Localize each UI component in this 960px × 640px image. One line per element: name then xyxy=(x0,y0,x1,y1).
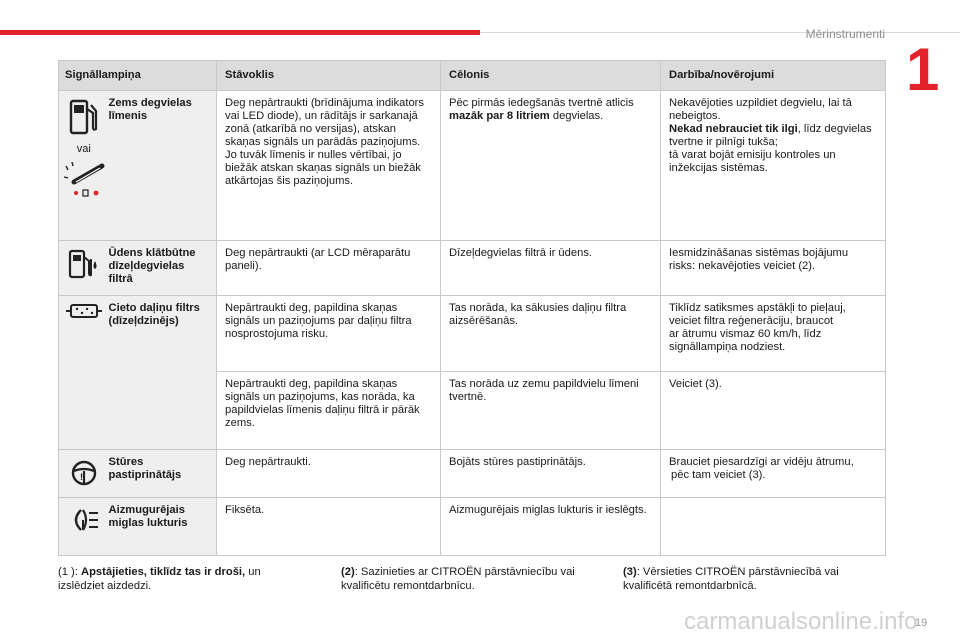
signal-name: Cieto daļiņu filtrs (dīzeļdzinējs) xyxy=(109,296,217,450)
action-text: , līdz degvielas tvertne ir pilnīgi tukša; xyxy=(669,123,872,148)
action-cell xyxy=(661,498,886,556)
action-text: Tiklīdz satiksmes apstākļi to pieļauj, veiciet filtra reģenerāciju, braucot xyxy=(669,302,846,327)
svg-text:!: ! xyxy=(79,472,83,482)
signal-name: Zems degvielas līmenis xyxy=(109,91,217,241)
section-title: Mērinstrumenti xyxy=(805,27,885,41)
chapter-number: 1 xyxy=(906,36,940,103)
footnote-text: : Sazinieties ar CITROËN pārstāvniecību vai kvalificētu remontdarbnīcu. xyxy=(341,566,575,592)
header-accent-bar xyxy=(0,30,480,35)
column-header-cause: Cēlonis xyxy=(441,61,661,91)
footnote-2 xyxy=(341,565,606,593)
footnote-text: un izslēdziet aizdedzi. xyxy=(58,566,261,592)
state-cell xyxy=(217,91,441,241)
signal-name: Stūres pastiprinātājs xyxy=(109,450,217,498)
state-text: Deg nepārtraukti (brīdinājuma indikators vai LED diode), un rādītājs ir sarkanajā zonā (atkarībā no versijas), atskan skaņas signāls un parādās paziņojums. xyxy=(225,97,424,148)
footnote-1 xyxy=(58,565,308,593)
particle-filter-icon xyxy=(65,302,103,320)
rear-fog-lamp-icon xyxy=(67,504,101,536)
column-header-action: Darbība/novērojumi xyxy=(661,61,886,91)
action-text: pēc tam veiciet (3). xyxy=(671,469,766,481)
action-emphasis: Nekad nebrauciet tik ilgi xyxy=(669,123,798,135)
action-cell xyxy=(661,450,886,498)
cause-cell xyxy=(441,91,661,241)
table-row xyxy=(59,296,886,372)
state-cell: Deg nepārtraukti (ar LCD mēraparātu paneli). xyxy=(217,241,441,296)
state-cell: Nepārtraukti deg, papildina skaņas signāls un paziņojums, kas norāda, ka papildvielas līmenis daļiņu filtrā ir pārāk zems. xyxy=(217,372,441,450)
signal-name: Aizmugurējais miglas lukturis xyxy=(109,498,217,556)
footnote-emphasis: Apstājieties, tiklīdz tas ir droši, xyxy=(81,566,246,578)
signal-icon-cell xyxy=(59,450,109,498)
footnote-ref: (1 ): xyxy=(58,566,81,578)
cause-cell: Dīzeļdegvielas filtrā ir ūdens. xyxy=(441,241,661,296)
signal-icon-cell xyxy=(59,296,109,450)
action-text: ar ātrumu vismaz 60 km/h, līdz signāllampiņa nodziest. xyxy=(669,328,822,353)
cause-cell: Tas norāda, ka sākusies daļiņu filtra aizsērēšanās. xyxy=(441,296,661,372)
action-cell xyxy=(661,91,886,241)
state-cell: Nepārtraukti deg, papildina skaņas signāls un paziņojums par daļiņu filtra nosprostojuma risku. xyxy=(217,296,441,372)
table-row xyxy=(59,241,886,296)
signal-icon-cell xyxy=(59,241,109,296)
action-text: Brauciet piesardzīgi ar vidēju ātrumu, xyxy=(669,456,854,468)
fuel-pump-icon xyxy=(67,97,101,137)
cause-text: degvielas. xyxy=(549,110,604,122)
table-row xyxy=(59,91,886,241)
action-text: tā varat bojāt emisiju kontroles un inžekcijas sistēmas. xyxy=(669,149,836,174)
header-rule xyxy=(480,32,960,33)
water-in-fuel-icon xyxy=(67,247,101,281)
column-header-state: Stāvoklis xyxy=(217,61,441,91)
action-cell xyxy=(661,296,886,372)
column-header-signal: Signāllampiņa xyxy=(59,61,217,91)
cause-text: Pēc pirmās iedegšanās tvertnē atlicis xyxy=(449,97,634,109)
table-row xyxy=(59,498,886,556)
signal-icon-cell xyxy=(59,91,109,241)
cause-cell: Bojāts stūres pastiprinātājs. xyxy=(441,450,661,498)
footnote-3 xyxy=(623,565,885,593)
page-number: 19 xyxy=(915,617,928,629)
fuel-gauge-icon xyxy=(62,160,106,200)
footnote-text: : Vērsieties CITROËN pārstāvniecībā vai kvalificētā remontdarbnīcā. xyxy=(623,566,839,592)
action-cell: Iesmidzināšanas sistēmas bojājumu risks: nekavējoties veiciet (2). xyxy=(661,241,886,296)
cause-cell: Aizmugurējais miglas lukturis ir ieslēgts. xyxy=(441,498,661,556)
table-header-row xyxy=(59,61,886,91)
state-cell: Fiksēta. xyxy=(217,498,441,556)
or-text: vai xyxy=(76,143,91,155)
action-cell: Veiciet (3). xyxy=(661,372,886,450)
cause-cell: Tas norāda uz zemu papildvielu līmeni tvertnē. xyxy=(441,372,661,450)
footnote-ref: (2) xyxy=(341,566,355,578)
table-row xyxy=(59,450,886,498)
action-text: Nekavējoties uzpildiet degvielu, lai tā nebeigtos. xyxy=(669,97,852,122)
signal-icon-cell xyxy=(59,498,109,556)
cause-emphasis: mazāk par 8 litriem xyxy=(449,110,550,122)
watermark: carmanualsonline.info xyxy=(684,608,918,635)
signal-name: Ūdens klātbūtne dīzeļdegvielas filtrā xyxy=(109,241,217,296)
state-text: Jo tuvāk līmenis ir nulles vērtībai, jo biežāk atskan skaņas signāls un biežāk atkārtojas šis paziņojums. xyxy=(225,149,421,187)
state-cell: Deg nepārtraukti. xyxy=(217,450,441,498)
steering-wheel-warning-icon xyxy=(67,456,101,490)
warning-lamps-table xyxy=(58,60,886,556)
footnote-ref: (3) xyxy=(623,566,637,578)
